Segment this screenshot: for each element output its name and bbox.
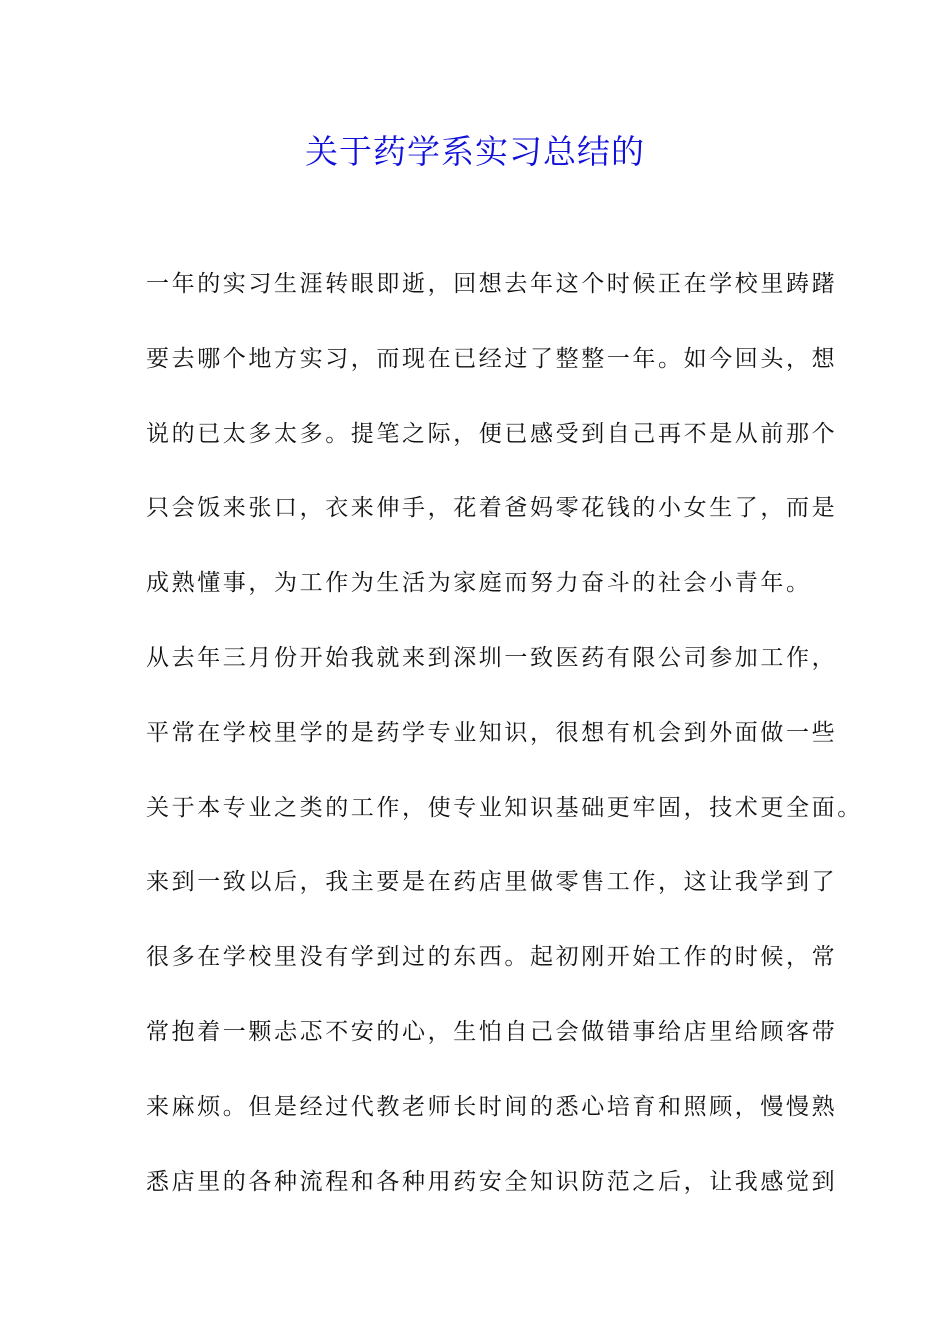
text-line: 说的已太多太多。提笔之际，便已感受到自己再不是从前那个 bbox=[146, 420, 838, 447]
text-line: 要去哪个地方实习，而现在已经过了整整一年。如今回头，想 bbox=[146, 345, 838, 372]
text-line: 只会饭来张口，衣来伸手，花着爸妈零花钱的小女生了，而是 bbox=[146, 495, 838, 522]
document-title: 关于药学系实习总结的 bbox=[305, 132, 645, 171]
text-line: 常抱着一颗忐忑不安的心，生怕自己会做错事给店里给顾客带 bbox=[146, 1018, 838, 1045]
text-line: 一年的实习生涯转眼即逝，回想去年这个时候正在学校里踌躇 bbox=[146, 271, 838, 297]
text-line: 来麻烦。但是经过代教老师长时间的悉心培育和照顾，慢慢熟 bbox=[146, 1093, 838, 1120]
text-line: 从去年三月份开始我就来到深圳一致医药有限公司参加工作， bbox=[146, 644, 838, 671]
text-line: 关于本专业之类的工作，使专业知识基础更牢固，技术更全面。 bbox=[146, 794, 863, 821]
text-line: 很多在学校里没有学到过的东西。起初刚开始工作的时候，常 bbox=[146, 944, 838, 971]
text-line: 来到一致以后，我主要是在药店里做零售工作，这让我学到了 bbox=[146, 869, 838, 896]
text-line: 平常在学校里学的是药学专业知识，很想有机会到外面做一些 bbox=[146, 719, 838, 746]
text-line: 悉店里的各种流程和各种用药安全知识防范之后，让我感觉到 bbox=[146, 1168, 838, 1195]
document-body bbox=[146, 262, 863, 1234]
text-line: 成熟懂事，为工作为生活为家庭而努力奋斗的社会小青年。 bbox=[146, 570, 812, 597]
